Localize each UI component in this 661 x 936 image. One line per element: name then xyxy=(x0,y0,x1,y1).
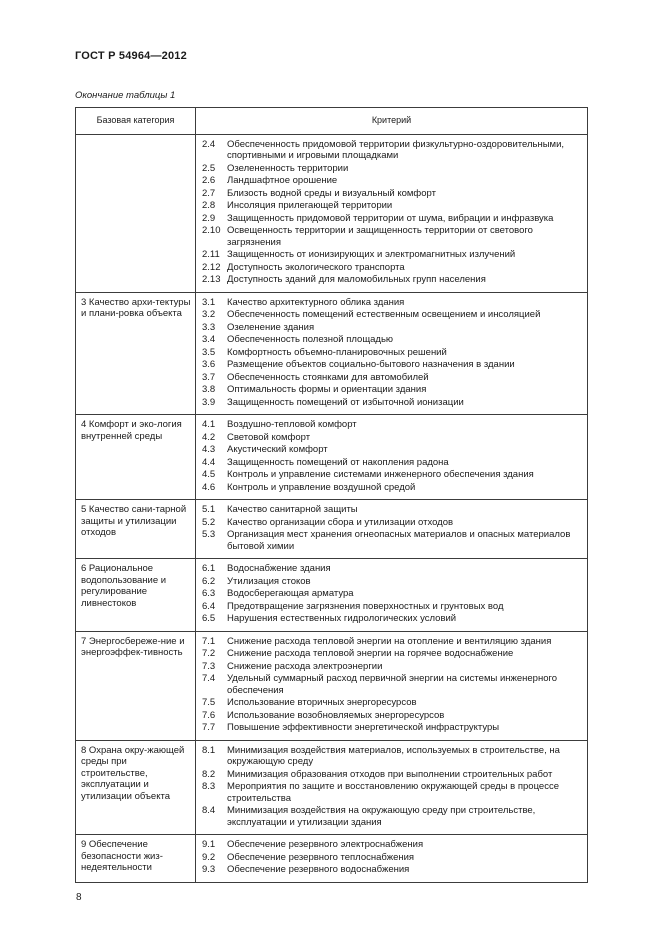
criterion-number: 2.12 xyxy=(202,261,221,273)
criterion-text: Утилизация стоков xyxy=(227,575,311,587)
criterion-text: Обеспечение резервного теплоснабжения xyxy=(227,851,415,863)
criterion-number: 7.6 xyxy=(202,709,216,721)
criterion-text: Доступность зданий для маломобильных групп населения xyxy=(227,274,486,285)
criterion-item xyxy=(202,334,580,346)
criterion-number: 8.4 xyxy=(202,805,216,816)
category-cell: 7 Энергосбереже-ние и энергоэффек-тивность xyxy=(76,631,196,740)
criterion-item xyxy=(202,839,580,851)
category-cell: 6 Рациональное водопользование и регулирование ливнестоков xyxy=(76,559,196,632)
criterion-number: 3.9 xyxy=(202,396,216,408)
criterion-item xyxy=(202,432,580,444)
criterion-text: Предотвращение загрязнения поверхностных и грунтовых вод xyxy=(227,600,504,612)
criterion-number: 2.9 xyxy=(202,212,216,224)
criterion-item xyxy=(202,529,580,552)
criterion-item xyxy=(202,563,580,575)
criterion-item xyxy=(202,359,580,371)
criterion-text: Доступность экологического транспорта xyxy=(227,261,405,273)
criterion-item xyxy=(202,588,580,600)
criterion-item xyxy=(202,648,580,660)
column-header-criterion: Критерий xyxy=(196,108,588,135)
criterion-text: Качество архитектурного облика здания xyxy=(227,296,405,308)
criterion-item xyxy=(202,613,580,625)
criterion-item xyxy=(202,274,580,286)
criterion-text: Освещенность территории и защищенность территории от светового загрязнения xyxy=(227,225,533,248)
criterion-number: 7.3 xyxy=(202,660,216,672)
criterion-text: Минимизация воздействия на окружающую среду при строительстве, эксплуатации и утилизации здания xyxy=(227,805,536,828)
criterion-number: 8.1 xyxy=(202,744,216,756)
criterion-item xyxy=(202,309,580,321)
criteria-cell xyxy=(196,835,588,883)
criterion-text: Обеспечение резервного водоснабжения xyxy=(227,864,410,875)
criterion-number: 4.1 xyxy=(202,419,216,430)
document-title: ГОСТ Р 54964—2012 xyxy=(75,50,187,62)
criterion-number: 4.3 xyxy=(202,444,216,455)
criterion-text: Обеспеченность помещений естественным освещением и инсоляцией xyxy=(227,309,541,320)
criterion-number: 2.13 xyxy=(202,274,221,285)
criterion-item xyxy=(202,262,580,274)
criterion-number: 3.7 xyxy=(202,371,216,383)
criterion-text: Обеспеченность придомовой территории физкультурно-оздоровительными, спортивными и игровыми площадками xyxy=(227,138,565,161)
criterion-number: 8.3 xyxy=(202,781,216,792)
criterion-text: Качество санитарной защиты xyxy=(227,504,358,515)
criterion-text: Снижение расхода тепловой энергии на горячее водоснабжение xyxy=(227,648,514,659)
table-row xyxy=(76,134,588,292)
criterion-text: Снижение расхода тепловой энергии на отопление и вентиляцию здания xyxy=(227,635,552,647)
criterion-item xyxy=(202,225,580,248)
criterion-text: Защищенность от ионизирующих и электромагнитных излучений xyxy=(227,249,516,260)
criterion-number: 5.1 xyxy=(202,504,216,515)
criterion-number: 7.1 xyxy=(202,635,216,647)
criterion-item xyxy=(202,781,580,804)
table-row xyxy=(76,740,588,835)
table-row xyxy=(76,292,588,415)
criterion-item xyxy=(202,322,580,334)
criterion-number: 7.2 xyxy=(202,648,216,659)
criterion-item xyxy=(202,347,580,359)
criterion-text: Использование возобновляемых энергоресурсов xyxy=(227,709,445,721)
table-caption: Окончание таблицы 1 xyxy=(75,90,176,101)
criterion-item xyxy=(202,636,580,648)
criterion-text: Ландшафтное орошение xyxy=(227,175,338,186)
criterion-number: 2.5 xyxy=(202,162,216,174)
criteria-cell xyxy=(196,292,588,415)
criterion-text: Снижение расхода электроэнергии xyxy=(227,660,383,672)
criterion-number: 2.6 xyxy=(202,175,216,186)
criterion-text: Мероприятия по защите и восстановлению окружающей среды в процессе строительства xyxy=(227,781,559,804)
criterion-number: 8.2 xyxy=(202,768,216,780)
criterion-number: 3.1 xyxy=(202,296,216,308)
criterion-item xyxy=(202,372,580,384)
criterion-item xyxy=(202,397,580,409)
criterion-text: Озеленение здания xyxy=(227,321,315,333)
column-header-category: Базовая категория xyxy=(76,108,196,135)
criterion-number: 6.4 xyxy=(202,600,216,612)
criterion-text: Акустический комфорт xyxy=(227,444,328,455)
criterion-number: 6.1 xyxy=(202,563,216,574)
criterion-text: Организация мест хранения огнеопасных материалов и опасных материалов бытовой химии xyxy=(227,529,571,552)
criterion-text: Размещение объектов социально-бытового назначения в здании xyxy=(227,359,515,370)
criterion-text: Защищенность придомовой территории от шума, вибрации и инфразвука xyxy=(227,212,554,224)
criterion-item xyxy=(202,213,580,225)
page-number: 8 xyxy=(76,891,82,903)
criterion-number: 4.5 xyxy=(202,469,216,480)
criteria-cell xyxy=(196,500,588,559)
criterion-text: Инсоляция прилегающей территории xyxy=(227,200,393,211)
criterion-text: Защищенность помещений от избыточной ионизации xyxy=(227,396,464,408)
criteria-cell xyxy=(196,559,588,632)
criterion-item xyxy=(202,576,580,588)
criterion-number: 6.3 xyxy=(202,588,216,599)
criterion-number: 3.4 xyxy=(202,334,216,345)
criterion-text: Оптимальность формы и ориентации здания xyxy=(227,384,427,395)
criterion-item xyxy=(202,163,580,175)
category-cell: 9 Обеспечение безопасности жиз-недеятельности xyxy=(76,835,196,883)
criterion-item xyxy=(202,297,580,309)
criterion-item xyxy=(202,601,580,613)
criterion-item xyxy=(202,457,580,469)
criterion-text: Комфортность объемно-планировочных решений xyxy=(227,346,447,358)
criterion-item xyxy=(202,745,580,768)
table-header-row xyxy=(76,108,588,135)
criterion-text: Качество организации сбора и утилизации отходов xyxy=(227,516,454,528)
criterion-number: 3.2 xyxy=(202,309,216,320)
criterion-number: 3.5 xyxy=(202,346,216,358)
criterion-number: 3.6 xyxy=(202,359,216,370)
criterion-number: 4.2 xyxy=(202,431,216,443)
criteria-cell xyxy=(196,631,588,740)
criterion-item xyxy=(202,852,580,864)
criterion-item xyxy=(202,482,580,494)
criterion-item xyxy=(202,710,580,722)
category-cell: 4 Комфорт и эко-логия внутренней среды xyxy=(76,415,196,500)
criterion-text: Контроль и управление системами инженерного обеспечения здания xyxy=(227,469,534,480)
criterion-item xyxy=(202,175,580,187)
criterion-text: Обеспечение резервного электроснабжения xyxy=(227,839,424,850)
criterion-number: 9.3 xyxy=(202,864,216,875)
criterion-number: 2.8 xyxy=(202,200,216,211)
criterion-text: Обеспеченность полезной площадью xyxy=(227,334,394,345)
criterion-text: Минимизация образования отходов при выполнении строительных работ xyxy=(227,768,553,780)
criterion-number: 5.3 xyxy=(202,529,216,540)
criterion-item xyxy=(202,384,580,396)
criterion-item xyxy=(202,249,580,261)
criterion-text: Повышение эффективности энергетической инфраструктуры xyxy=(227,722,500,733)
table-row xyxy=(76,835,588,883)
criterion-item xyxy=(202,769,580,781)
category-cell: 8 Охрана окру-жающей среды при строительстве, эксплуатации и утилизации объекта xyxy=(76,740,196,835)
criterion-number: 9.2 xyxy=(202,851,216,863)
criterion-number: 4.4 xyxy=(202,456,216,468)
criteria-cell xyxy=(196,134,588,292)
criterion-number: 4.6 xyxy=(202,481,216,493)
category-cell xyxy=(76,134,196,292)
criterion-text: Обеспеченность стоянками для автомобилей xyxy=(227,371,429,383)
criteria-table xyxy=(75,107,588,883)
criteria-cell xyxy=(196,740,588,835)
table-row xyxy=(76,631,588,740)
criterion-text: Водосберегающая арматура xyxy=(227,588,354,599)
category-cell: 3 Качество архи-тектуры и плани-ровка объекта xyxy=(76,292,196,415)
criterion-text: Водоснабжение здания xyxy=(227,563,331,574)
criterion-text: Близость водной среды и визуальный комфорт xyxy=(227,187,436,199)
criterion-number: 3.8 xyxy=(202,384,216,395)
table-row xyxy=(76,559,588,632)
table-row xyxy=(76,415,588,500)
criterion-item xyxy=(202,139,580,162)
criterion-text: Нарушения естественных гидрологических условий xyxy=(227,613,457,624)
criterion-text: Контроль и управление воздушной средой xyxy=(227,481,416,493)
criterion-number: 7.4 xyxy=(202,673,216,684)
criteria-cell xyxy=(196,415,588,500)
criterion-text: Озелененность территории xyxy=(227,162,349,174)
criterion-item xyxy=(202,517,580,529)
criterion-number: 9.1 xyxy=(202,839,216,850)
criterion-number: 2.7 xyxy=(202,187,216,199)
criterion-text: Воздушно-тепловой комфорт xyxy=(227,419,357,430)
criterion-item xyxy=(202,673,580,696)
criterion-text: Использование вторичных энергоресурсов xyxy=(227,697,417,708)
criterion-number: 6.5 xyxy=(202,613,216,624)
criterion-item xyxy=(202,864,580,876)
criterion-number: 7.5 xyxy=(202,697,216,708)
criterion-item xyxy=(202,722,580,734)
criterion-number: 3.3 xyxy=(202,321,216,333)
criterion-number: 6.2 xyxy=(202,575,216,587)
criterion-item xyxy=(202,419,580,431)
table-row xyxy=(76,500,588,559)
criterion-number: 7.7 xyxy=(202,722,216,733)
table-body xyxy=(76,134,588,882)
criterion-text: Минимизация воздействия материалов, используемых в строительстве, на окружающую среду xyxy=(227,744,560,767)
criterion-item xyxy=(202,661,580,673)
criterion-text: Удельный суммарный расход первичной энергии на системы инженерного обеспечения xyxy=(227,673,558,696)
category-cell: 5 Качество сани-тарной защиты и утилизации отходов xyxy=(76,500,196,559)
criterion-item xyxy=(202,697,580,709)
criterion-item xyxy=(202,469,580,481)
criterion-number: 2.4 xyxy=(202,138,216,150)
table-header xyxy=(76,108,588,135)
criterion-item xyxy=(202,504,580,516)
criterion-number: 2.10 xyxy=(202,225,221,236)
criterion-item xyxy=(202,188,580,200)
criterion-item xyxy=(202,805,580,828)
criterion-number: 2.11 xyxy=(202,249,220,260)
criterion-number: 5.2 xyxy=(202,516,216,528)
criterion-text: Защищенность помещений от накопления радона xyxy=(227,456,449,468)
criterion-text: Световой комфорт xyxy=(227,431,311,443)
criterion-item xyxy=(202,444,580,456)
criterion-item xyxy=(202,200,580,212)
